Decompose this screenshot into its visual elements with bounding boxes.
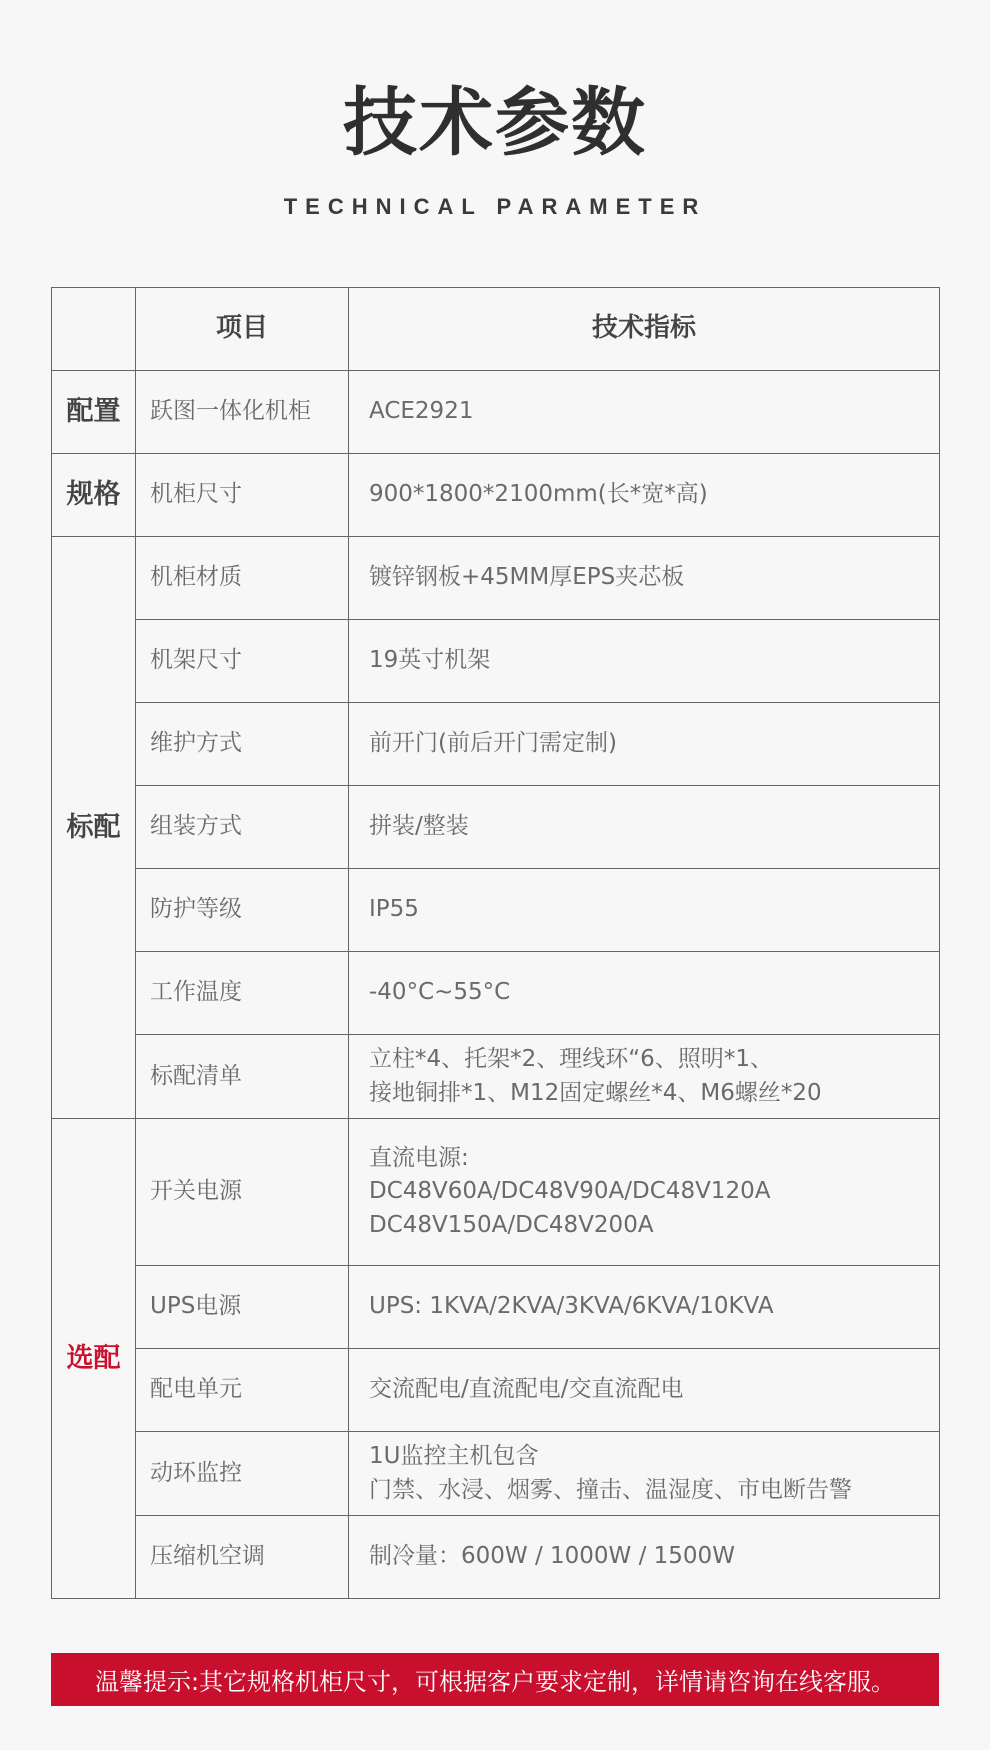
table-row <box>52 1432 940 1516</box>
row-item: 动环监控 <box>136 1432 349 1516</box>
table-row <box>52 1119 940 1266</box>
row-item: 机柜尺寸 <box>136 454 349 537</box>
row-value: ACE2921 <box>349 371 940 454</box>
row-value: 900*1800*2100mm(长*宽*高) <box>349 454 940 537</box>
row-value: 19英寸机架 <box>349 620 940 703</box>
row-value: 制冷量：600W / 1000W / 1500W <box>349 1516 940 1599</box>
row-value: UPS: 1KVA/2KVA/3KVA/6KVA/10KVA <box>349 1266 940 1349</box>
header-spec: 技术指标 <box>349 288 940 371</box>
category-standard: 标配 <box>52 537 136 1119</box>
row-item: 跃图一体化机柜 <box>136 371 349 454</box>
row-item: UPS电源 <box>136 1266 349 1349</box>
table-row <box>52 1035 940 1119</box>
row-value: 镀锌钢板+45MM厚EPS夹芯板 <box>349 537 940 620</box>
table-row <box>52 869 940 952</box>
row-item: 压缩机空调 <box>136 1516 349 1599</box>
row-value: 1U监控主机包含 门禁、水浸、烟雾、撞击、温湿度、市电断告警 <box>349 1432 940 1516</box>
row-item: 防护等级 <box>136 869 349 952</box>
row-value: 立柱*4、托架*2、理线环“6、照明*1、 接地铜排*1、M12固定螺丝*4、M6螺丝*20 <box>349 1035 940 1119</box>
spec-table <box>51 287 940 1599</box>
table-row <box>52 703 940 786</box>
table-row <box>52 1349 940 1432</box>
table-row <box>52 371 940 454</box>
row-item: 配电单元 <box>136 1349 349 1432</box>
notice-banner: 温馨提示:其它规格机柜尺寸，可根据客户要求定制，详情请咨询在线客服。 <box>51 1653 939 1706</box>
header-item: 项目 <box>136 288 349 371</box>
category-config: 配置 <box>52 371 136 454</box>
table-row <box>52 952 940 1035</box>
table-row <box>52 620 940 703</box>
table-header-row <box>52 288 940 371</box>
page-title: 技术参数 <box>343 80 647 166</box>
table-row <box>52 1516 940 1599</box>
row-item: 机柜材质 <box>136 537 349 620</box>
row-item: 组装方式 <box>136 786 349 869</box>
table-row <box>52 786 940 869</box>
row-value: 交流配电/直流配电/交直流配电 <box>349 1349 940 1432</box>
table-row <box>52 537 940 620</box>
row-value: IP55 <box>349 869 940 952</box>
category-optional: 选配 <box>52 1119 136 1599</box>
row-value: 直流电源: DC48V60A/DC48V90A/DC48V120A DC48V150A/DC48V200A <box>349 1119 940 1266</box>
row-item: 开关电源 <box>136 1119 349 1266</box>
row-item: 机架尺寸 <box>136 620 349 703</box>
row-value: -40°C~55°C <box>349 952 940 1035</box>
table-row <box>52 454 940 537</box>
row-item: 维护方式 <box>136 703 349 786</box>
row-value: 前开门(前后开门需定制) <box>349 703 940 786</box>
row-value: 拼装/整装 <box>349 786 940 869</box>
row-item: 工作温度 <box>136 952 349 1035</box>
category-spec: 规格 <box>52 454 136 537</box>
row-item: 标配清单 <box>136 1035 349 1119</box>
table-row <box>52 1266 940 1349</box>
page-subtitle: TECHNICAL PARAMETER <box>283 194 707 219</box>
header-blank <box>52 288 136 371</box>
